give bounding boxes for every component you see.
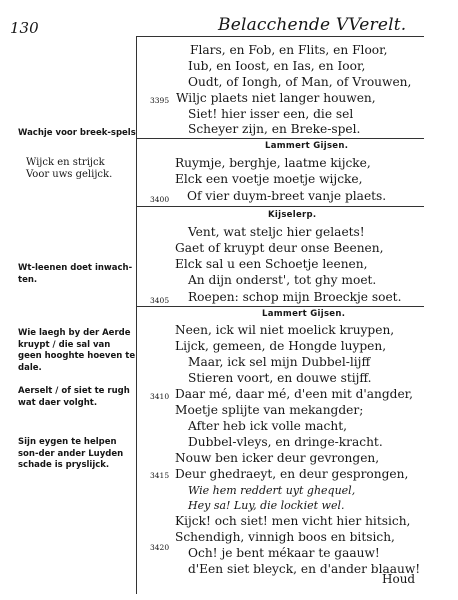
margin-rule <box>136 36 137 594</box>
verse-line: Dubbel-vleys, en dringe-kracht. <box>188 435 383 449</box>
verse-line: Kijck! och siet! men vicht hier hitsich, <box>175 514 411 528</box>
verse-line: Iub, en Ioost, en Ias, en Ioor, <box>188 59 366 73</box>
marginal-note: Wijck en strijck Voor uws gelijck. <box>26 157 113 180</box>
verse-line: Oudt, of Iongh, of Man, of Vrouwen, <box>188 75 412 89</box>
verse-line: Deur ghedraeyt, en deur gesprongen, <box>175 467 409 481</box>
verse-line: Maar, ick sel mijn Dubbel-lijff <box>188 355 371 369</box>
line-number: 3420 <box>150 543 170 552</box>
verse-line: Flars, en Fob, en Flits, en Floor, <box>190 43 388 57</box>
verse-line: Och! je bent mékaar te gaauw! <box>188 546 380 560</box>
verse-line: Siet! hier isser een, die sel <box>188 107 354 121</box>
verse-line: Daar mé, daar mé, d'een mit d'angder, <box>175 387 414 401</box>
speaker-name: Kijselerp. <box>268 210 317 220</box>
verse-line: Elck sal u een Schoetje leenen, <box>175 257 368 271</box>
verse-line: Hey sa! Luy, die lockiet wel. <box>188 499 345 512</box>
page-number: 130 <box>10 19 39 37</box>
verse-line: An dijn onderst', tot ghy moet. <box>188 273 377 287</box>
catchword: Houd <box>382 572 416 586</box>
marginal-note: Sijn eygen te helpen son-der ander Luyden schade is pryslijck. <box>18 437 124 470</box>
marginal-note: Wie laegh by der Aerde kruypt / die sal van geen hooghte hoeven te dale. <box>18 328 136 373</box>
line-number: 3400 <box>150 195 170 204</box>
marginal-note: Wachje voor breek-spels <box>18 128 136 138</box>
verse-line: d'Een siet bleyck, en d'ander blaauw! <box>188 562 421 576</box>
line-number: 3395 <box>150 96 170 105</box>
verse-line: Stieren voort, en douwe stijff. <box>188 371 372 385</box>
line-number: 3410 <box>150 392 170 401</box>
speaker-rule <box>136 306 424 307</box>
line-number: 3415 <box>150 471 170 480</box>
speaker-rule <box>136 138 424 139</box>
verse-line: Lijck, gemeen, de Hongde luypen, <box>175 339 387 353</box>
verse-line: Vent, wat steljc hier gelaets! <box>188 225 365 239</box>
verse-line: Nouw ben icker deur gevrongen, <box>175 451 380 465</box>
verse-line: Schendigh, vinnigh boos en bitsich, <box>175 530 395 544</box>
line-number: 3405 <box>150 296 170 305</box>
speaker-name: Lammert Gijsen. <box>262 309 346 319</box>
verse-line: Neen, ick wil niet moelick kruypen, <box>175 323 395 337</box>
verse-line: Elck een voetje moetje wijcke, <box>175 172 363 186</box>
speaker-name: Lammert Gijsen. <box>265 141 349 151</box>
verse-line: Scheyer zijn, en Breke-spel. <box>188 122 361 136</box>
marginal-note: Aerselt / of siet te rugh wat daer volght. <box>18 386 130 408</box>
speaker-rule <box>136 206 424 207</box>
verse-line: Wiljc plaets niet langer houwen, <box>176 91 376 105</box>
marginal-note: Wt-leenen doet inwach-ten. <box>18 263 133 285</box>
verse-line: Of vier duym-breet vanje plaets. <box>187 189 387 203</box>
verse-line: After heb ick volle macht, <box>188 419 348 433</box>
verse-line: Ruymje, berghje, laatme kijcke, <box>175 156 371 170</box>
header-rule <box>136 36 424 37</box>
verse-line: Gaet of kruypt deur onse Beenen, <box>175 241 384 255</box>
verse-line: Wie hem reddert uyt ghequel, <box>188 484 356 497</box>
verse-line: Moetje splijte van mekangder; <box>175 403 364 417</box>
running-head: Belacchende VVerelt. <box>218 15 407 35</box>
verse-line: Roepen: schop mijn Broeckje soet. <box>188 290 402 304</box>
